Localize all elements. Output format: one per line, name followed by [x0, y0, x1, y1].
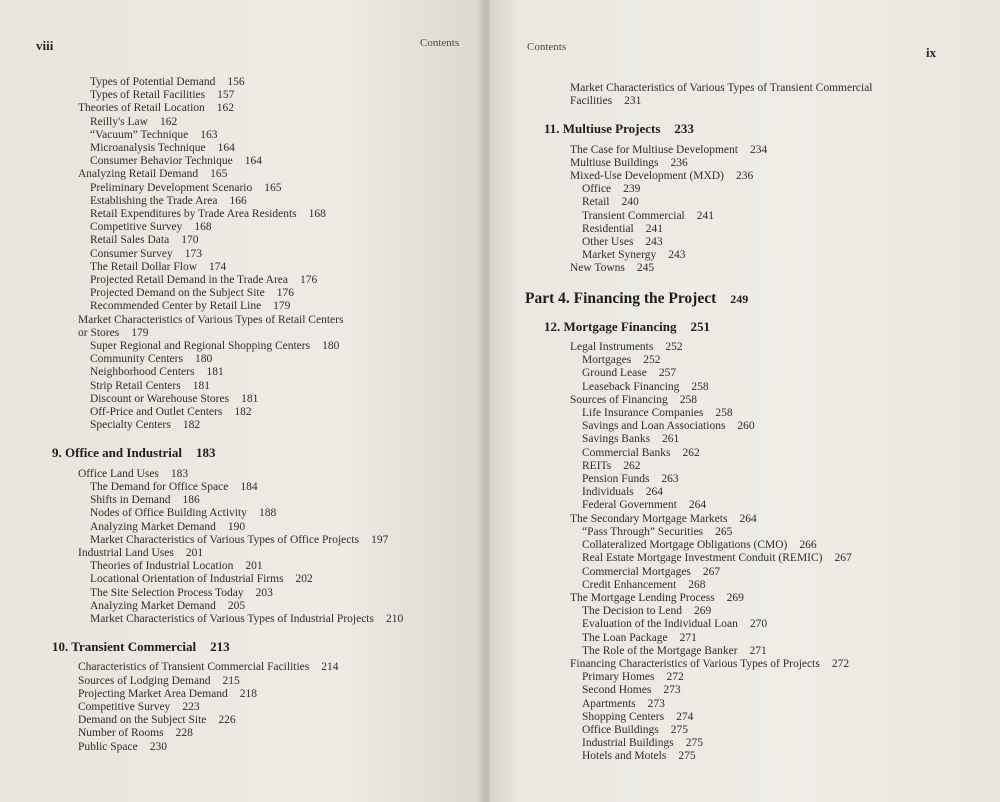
entry-title: Locational Orientation of Industrial Firms — [90, 573, 284, 586]
entry-title: Market Characteristics of Various Types of Industrial Projects — [90, 612, 374, 625]
entry-page-number: 181 — [241, 392, 259, 405]
entry-title: Strip Retail Centers — [90, 379, 181, 392]
subsection-entry — [78, 380, 403, 393]
entry-title: Office — [582, 183, 612, 196]
subsection-entry — [78, 76, 403, 89]
entry-title: Savings Banks — [582, 433, 651, 446]
entry-page-number: 215 — [222, 674, 240, 687]
entry-title: Projecting Market Area Demand — [78, 687, 228, 700]
entry-page-number: 165 — [210, 168, 228, 181]
entry-title: Retail — [582, 196, 610, 209]
entry-page-number: 205 — [227, 599, 246, 612]
entry-title: Reilly's Law — [90, 115, 148, 128]
entry-title: Competitive Survey — [78, 700, 171, 713]
entry-title: Nodes of Office Building Activity — [90, 507, 247, 520]
toc-block — [52, 639, 403, 754]
subsection-entry — [78, 353, 403, 366]
entry-title: Primary Homes — [582, 671, 655, 684]
entry-title: Preliminary Development Scenario — [90, 181, 253, 194]
entry-page-number: 170 — [181, 234, 199, 247]
entry-page-number: 234 — [750, 143, 768, 156]
entry-page-number: 257 — [658, 367, 677, 380]
entry-page-number: 164 — [244, 155, 262, 168]
entry-page-number: 272 — [831, 657, 850, 670]
entry-title: Market Characteristics of Various Types of Office Projects — [90, 533, 360, 546]
section-entry — [570, 95, 873, 108]
subsection-entry — [78, 419, 403, 432]
entry-page-number: 243 — [668, 249, 686, 262]
entry-title: REITs — [582, 459, 612, 472]
entry-title: Shopping Centers — [582, 710, 665, 723]
entry-page-number: 260 — [737, 420, 755, 433]
entry-title: Industrial Land Uses — [78, 546, 174, 559]
subsection-entry — [570, 632, 873, 645]
entry-page-number: 218 — [239, 687, 258, 700]
section-entry — [570, 262, 873, 275]
subsection-entry — [78, 129, 403, 142]
entry-page-number: 168 — [194, 221, 212, 234]
entry-title: Industrial Buildings — [582, 737, 674, 750]
subsection-entry — [78, 613, 403, 626]
entry-page-number: 181 — [192, 379, 210, 392]
entry-title: Competitive Survey — [90, 221, 183, 234]
toc-block — [544, 121, 873, 275]
entry-page-number: 252 — [665, 341, 683, 354]
section-entry — [570, 592, 873, 605]
entry-page-number: 265 — [715, 525, 733, 538]
entry-page-number: 266 — [799, 539, 817, 552]
entry-page-number: 226 — [218, 714, 236, 727]
entry-page-number: 264 — [739, 512, 757, 525]
entry-page-number: 176 — [300, 274, 318, 287]
entry-title: Consumer Survey — [90, 247, 173, 260]
entry-title: 11. Multiuse Projects — [544, 121, 661, 137]
entry-page-number: 271 — [679, 631, 697, 644]
entry-page-number: 261 — [662, 433, 680, 446]
entry-page-number: 273 — [663, 684, 681, 697]
subsection-entry — [570, 684, 873, 697]
entry-title: Leaseback Financing — [582, 380, 680, 393]
entry-page-number: 223 — [182, 700, 200, 713]
subsection-entry — [570, 750, 873, 763]
section-entry — [78, 661, 403, 674]
entry-page-number: 269 — [693, 605, 712, 618]
entry-page-number: 174 — [209, 260, 227, 273]
entry-page-number: 258 — [691, 380, 709, 393]
entry-page-number: 271 — [749, 644, 767, 657]
section-entry — [570, 658, 873, 671]
entry-title: Life Insurance Companies — [582, 407, 704, 420]
entry-page-number: 263 — [661, 473, 679, 486]
entry-title: Retail Sales Data — [90, 234, 170, 247]
entry-title: Off-Price and Outlet Centers — [90, 406, 223, 419]
entry-title: Mixed-Use Development (MXD) — [570, 170, 724, 183]
entry-title: Ground Lease — [582, 367, 647, 380]
entry-title: Discount or Warehouse Stores — [90, 392, 230, 405]
subsection-entry — [78, 208, 403, 221]
subsection-entry — [78, 393, 403, 406]
subsection-entry — [570, 724, 873, 737]
section-entry — [570, 82, 873, 95]
subsection-entry — [570, 210, 873, 223]
entry-page-number: 270 — [749, 618, 768, 631]
entry-title: Characteristics of Transient Commercial Facilities — [78, 661, 310, 674]
entry-page-number: 236 — [670, 156, 688, 169]
section-entry — [570, 394, 873, 407]
entry-title: The Retail Dollar Flow — [90, 260, 197, 273]
entry-page-number: 252 — [643, 354, 661, 367]
entry-title: Office Buildings — [582, 723, 659, 736]
subsection-entry — [78, 587, 403, 600]
entry-page-number: 214 — [321, 661, 339, 674]
section-entry — [570, 157, 873, 170]
entry-page-number: 241 — [696, 209, 714, 222]
entry-title: Facilities — [570, 95, 613, 108]
entry-page-number: 275 — [685, 737, 703, 750]
entry-page-number: 166 — [229, 194, 247, 207]
entry-title: Market Characteristics of Various Types of Transient Commercial — [570, 82, 873, 94]
subsection-entry — [78, 182, 403, 195]
subsection-entry — [78, 560, 403, 573]
entry-page-number: 162 — [216, 102, 235, 115]
entry-title: Analyzing Retail Demand — [78, 168, 199, 181]
entry-page-number: 164 — [217, 142, 235, 155]
entry-page-number: 210 — [385, 612, 404, 625]
subsection-entry — [78, 234, 403, 247]
subsection-entry — [78, 573, 403, 586]
entry-title: 12. Mortgage Financing — [544, 318, 677, 334]
entry-title: Consumer Behavior Technique — [90, 155, 233, 168]
entry-page-number: 275 — [670, 723, 689, 736]
running-head-left: Contents — [420, 37, 460, 49]
subsection-entry — [570, 645, 873, 658]
subsection-entry — [78, 340, 403, 353]
entry-page-number: 243 — [645, 236, 663, 249]
entry-page-number: 202 — [295, 573, 313, 586]
running-head-right: Contents — [527, 41, 567, 53]
entry-page-number: 239 — [623, 183, 641, 196]
entry-title: Projected Retail Demand in the Trade Area — [90, 274, 289, 287]
chapter-heading — [544, 320, 873, 333]
section-entry — [570, 144, 873, 157]
subsection-entry — [570, 249, 873, 262]
section-entry — [78, 675, 403, 688]
entry-title: Pension Funds — [582, 473, 650, 486]
subsection-entry — [570, 486, 873, 499]
entry-title: Savings and Loan Associations — [582, 420, 726, 433]
subsection-entry — [570, 698, 873, 711]
subsection-entry — [78, 221, 403, 234]
chapter-heading — [544, 122, 873, 135]
entry-page-number: 269 — [726, 591, 744, 604]
entry-page-number: 180 — [194, 353, 213, 366]
entry-title: New Towns — [570, 262, 625, 275]
subsection-entry — [570, 196, 873, 209]
entry-title: Community Centers — [90, 353, 183, 366]
subsection-entry — [570, 526, 873, 539]
entry-page-number: 176 — [276, 287, 294, 300]
entry-title: Types of Retail Facilities — [90, 89, 206, 102]
entry-title: Specialty Centers — [90, 419, 171, 432]
entry-page-number: 258 — [715, 407, 733, 420]
section-entry — [78, 701, 403, 714]
subsection-entry — [78, 195, 403, 208]
subsection-entry — [570, 433, 873, 446]
entry-title: Demand on the Subject Site — [78, 714, 207, 727]
section-entry — [78, 727, 403, 740]
entry-page-number: 156 — [227, 76, 245, 88]
entry-page-number: 272 — [666, 671, 684, 684]
toc-block — [52, 445, 404, 626]
entry-page-number: 213 — [210, 639, 230, 655]
subsection-entry — [570, 499, 873, 512]
subsection-entry — [570, 420, 873, 433]
section-entry — [570, 170, 873, 183]
subsection-entry — [570, 460, 873, 473]
entry-title: Projected Demand on the Subject Site — [90, 287, 265, 300]
entry-title: Neighborhood Centers — [90, 366, 195, 379]
entry-page-number: 173 — [184, 247, 202, 260]
entry-page-number: 262 — [682, 446, 700, 459]
subsection-entry — [570, 447, 873, 460]
entry-page-number: 230 — [149, 740, 167, 753]
entry-title: Theories of Retail Location — [78, 102, 205, 115]
entry-page-number: 201 — [245, 560, 263, 573]
entry-page-number: 267 — [834, 552, 852, 565]
entry-page-number: 165 — [264, 181, 282, 194]
subsection-entry — [570, 671, 873, 684]
subsection-entry — [78, 287, 403, 300]
subsection-entry — [78, 600, 403, 613]
entry-page-number: 267 — [702, 565, 721, 578]
section-entry — [78, 714, 403, 727]
entry-page-number: 233 — [674, 121, 694, 137]
entry-title: Other Uses — [582, 236, 634, 249]
entry-title: Number of Rooms — [78, 727, 164, 740]
entry-page-number: 182 — [182, 419, 201, 432]
entry-title: The Site Selection Process Today — [90, 586, 244, 599]
subsection-entry — [570, 367, 873, 380]
entry-page-number: 245 — [636, 262, 655, 275]
section-entry — [78, 102, 403, 115]
entry-title: Retail Expenditures by Trade Area Residents — [90, 208, 297, 221]
entry-title: The Case for Multiuse Development — [570, 143, 738, 156]
section-entry — [78, 688, 403, 701]
subsection-entry — [78, 248, 403, 261]
section-entry — [78, 327, 403, 340]
entry-title: Analyzing Market Demand — [90, 599, 216, 612]
section-entry — [78, 468, 403, 481]
entry-title: Commercial Banks — [582, 446, 671, 459]
subsection-entry — [78, 274, 403, 287]
entry-page-number: 228 — [175, 727, 193, 740]
entry-title: “Pass Through” Securities — [582, 525, 704, 538]
entry-title: Recommended Center by Retail Line — [90, 300, 262, 313]
subsection-entry — [570, 223, 873, 236]
section-entry — [78, 547, 403, 560]
entry-title: Market Characteristics of Various Types of Retail Centers — [78, 313, 344, 326]
entry-page-number: 241 — [645, 222, 663, 235]
entry-page-number: 182 — [234, 406, 252, 419]
subsection-entry — [78, 494, 403, 507]
chapter-heading — [52, 446, 403, 459]
entry-title: Mortgages — [582, 354, 632, 367]
entry-title: 10. Transient Commercial — [52, 639, 197, 655]
entry-page-number: 249 — [730, 291, 749, 306]
entry-page-number: 162 — [159, 115, 178, 128]
section-entry — [78, 741, 403, 754]
entry-title: Transient Commercial — [582, 209, 685, 222]
entry-title: Residential — [582, 222, 634, 235]
page-number-left: viii — [36, 38, 54, 53]
entry-title: Multiuse Buildings — [570, 156, 659, 169]
subsection-entry — [570, 618, 873, 631]
entry-title: Individuals — [582, 486, 634, 499]
entry-title: Apartments — [582, 697, 636, 710]
chapter-heading — [52, 640, 403, 653]
subsection-entry — [570, 407, 873, 420]
subsection-entry — [570, 711, 873, 724]
subsection-entry — [78, 481, 403, 494]
entry-page-number: 258 — [679, 393, 697, 406]
subsection-entry — [78, 89, 403, 102]
entry-title: Microanalysis Technique — [90, 142, 206, 155]
subsection-entry — [570, 579, 873, 592]
entry-title: Shifts in Demand — [90, 494, 171, 507]
entry-title: The Loan Package — [582, 631, 668, 644]
entry-page-number: 190 — [227, 520, 246, 533]
entry-title: Theories of Industrial Location — [90, 560, 234, 573]
subsection-entry — [78, 521, 403, 534]
entry-page-number: 264 — [688, 499, 707, 512]
entry-title: The Secondary Mortgage Markets — [570, 512, 728, 525]
entry-page-number: 231 — [624, 95, 642, 108]
entry-title: Sources of Lodging Demand — [78, 674, 211, 687]
toc-block — [525, 289, 873, 764]
subsection-entry — [570, 539, 873, 552]
page-number-right: ix — [926, 45, 937, 60]
entry-title: Second Homes — [582, 684, 652, 697]
part-heading — [525, 289, 873, 307]
entry-page-number: 236 — [735, 170, 754, 183]
entry-page-number: 181 — [206, 366, 224, 379]
entry-title: Super Regional and Regional Shopping Centers — [90, 340, 311, 353]
entry-title: The Role of the Mortgage Banker — [582, 644, 738, 657]
entry-page-number: 180 — [322, 340, 340, 353]
entry-title: Public Space — [78, 740, 138, 753]
subsection-entry — [78, 116, 403, 129]
subsection-entry — [78, 155, 403, 168]
left-page — [0, 0, 482, 802]
toc-block — [570, 82, 873, 108]
toc-right — [525, 82, 873, 764]
entry-page-number: 163 — [200, 128, 218, 141]
entry-page-number: 157 — [217, 89, 235, 102]
subsection-entry — [78, 366, 403, 379]
entry-page-number: 168 — [308, 208, 326, 221]
entry-page-number: 275 — [678, 750, 696, 763]
entry-title: Part 4. Financing the Project — [525, 289, 717, 307]
entry-title: Establishing the Trade Area — [90, 194, 218, 207]
subsection-entry — [570, 473, 873, 486]
entry-page-number: 183 — [196, 445, 216, 461]
subsection-entry — [570, 552, 873, 565]
subsection-entry — [570, 381, 873, 394]
subsection-entry — [570, 566, 873, 579]
subsection-entry — [570, 236, 873, 249]
entry-title: Sources of Financing — [570, 393, 668, 406]
subsection-entry — [570, 737, 873, 750]
subsection-entry — [78, 261, 403, 274]
toc-left — [52, 76, 404, 754]
entry-title: Financing Characteristics of Various Types of Projects — [570, 657, 820, 670]
entry-title: or Stores — [78, 326, 120, 339]
entry-page-number: 197 — [371, 533, 389, 546]
entry-title: Analyzing Market Demand — [90, 520, 216, 533]
entry-page-number: 184 — [240, 480, 258, 493]
subsection-entry — [78, 507, 403, 520]
entry-page-number: 251 — [690, 318, 711, 334]
entry-page-number: 183 — [170, 467, 189, 480]
entry-title: Office Land Uses — [78, 467, 159, 480]
entry-page-number: 262 — [623, 459, 641, 472]
section-entry — [78, 168, 403, 181]
entry-title: Hotels and Motels — [582, 750, 667, 763]
right-page — [490, 0, 1000, 802]
entry-page-number: 264 — [645, 486, 663, 499]
entry-page-number: 201 — [185, 546, 204, 559]
entry-title: Legal Instruments — [570, 341, 654, 354]
section-entry — [78, 314, 403, 327]
entry-title: Real Estate Mortgage Investment Conduit (REMIC) — [582, 552, 823, 565]
section-entry — [570, 341, 873, 354]
subsection-entry — [78, 300, 403, 313]
subsection-entry — [570, 183, 873, 196]
entry-title: The Mortgage Lending Process — [570, 591, 715, 604]
entry-page-number: 203 — [255, 586, 273, 599]
entry-page-number: 273 — [647, 697, 665, 710]
entry-title: The Demand for Office Space — [90, 480, 229, 493]
subsection-entry — [570, 605, 873, 618]
entry-title: Collateralized Mortgage Obligations (CMO) — [582, 539, 788, 552]
subsection-entry — [570, 354, 873, 367]
entry-title: The Decision to Lend — [582, 605, 682, 618]
entry-title: Commercial Mortgages — [582, 565, 691, 578]
entry-page-number: 188 — [258, 507, 277, 520]
toc-block — [78, 76, 403, 432]
entry-page-number: 179 — [131, 326, 149, 339]
entry-page-number: 186 — [182, 494, 200, 507]
subsection-entry — [78, 142, 403, 155]
entry-page-number: 240 — [621, 196, 639, 209]
entry-title: Types of Potential Demand — [90, 76, 216, 88]
entry-page-number: 274 — [676, 710, 694, 723]
entry-title: “Vacuum” Technique — [90, 128, 189, 141]
entry-title: Credit Enhancement — [582, 578, 677, 591]
entry-title: Market Synergy — [582, 249, 657, 262]
entry-title: 9. Office and Industrial — [52, 445, 183, 461]
subsection-entry — [78, 534, 403, 547]
entry-page-number: 268 — [688, 578, 706, 591]
entry-title: Evaluation of the Individual Loan — [582, 618, 738, 631]
subsection-entry — [78, 406, 403, 419]
section-entry — [570, 513, 873, 526]
entry-page-number: 179 — [273, 300, 291, 313]
entry-title: Federal Government — [582, 499, 677, 512]
